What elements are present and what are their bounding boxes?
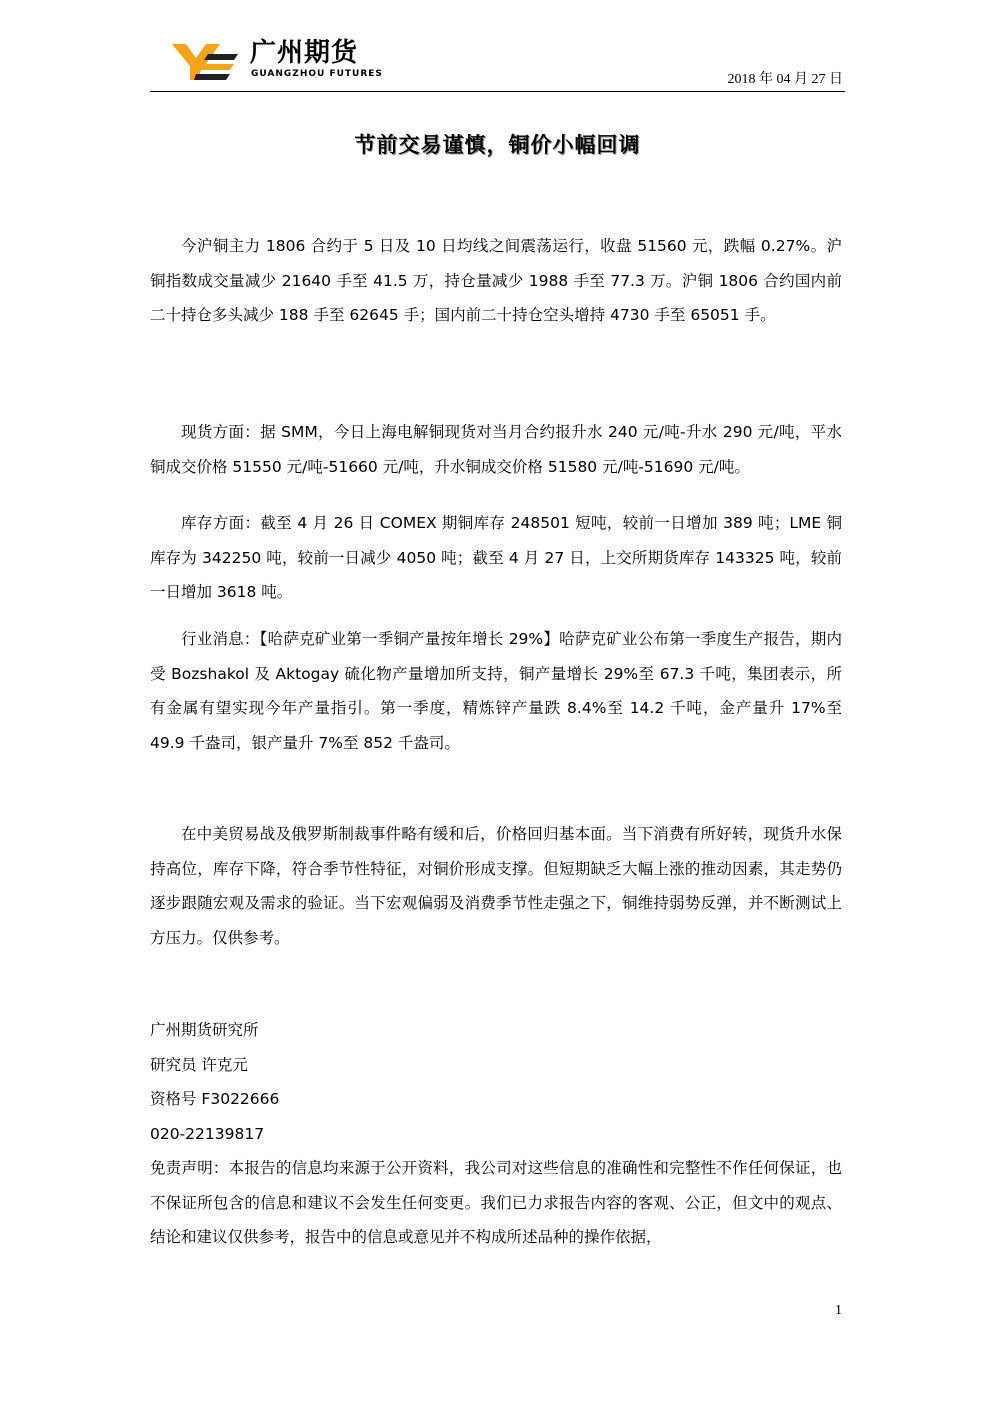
signature-block xyxy=(150,1013,842,1255)
brand-name-cn: 广州期货 xyxy=(250,38,359,68)
paragraph: 行业消息：【哈萨克矿业第一季铜产量按年增长 29%】哈萨克矿业公布第一季度生产报告，期内受 Bozshakol 及 Aktogay 硫化物产量增加所支持，铜产量增长 29%至 67.3 千吨，集团表示，所有金属有望实现今年产量指引。第一季度，精炼锌产量跌 8.4%至 14.2 千吨，金产量升 17%至 49.9 千盎司，银产量升 7%至 852 千盎司。 xyxy=(150,630,842,752)
page-number: 1 xyxy=(835,1303,842,1318)
brand-name-en: GUANGZHOU FUTURES xyxy=(251,69,383,79)
paragraph-industry-news xyxy=(150,622,842,760)
research-institute: 广州期货研究所 xyxy=(150,1021,259,1039)
paragraph: 今沪铜主力 1806 合约于 5 日及 10 日均线之间震荡运行，收盘 51560 元，跌幅 0.27%。沪铜指数成交量减少 21640 手至 41.5 万，持仓量减少 1988 手至 77.3 万。沪铜 1806 合约国内前二十持仓多头减少 188 手至 62645 手；国内前二十持仓空头增持 4730 手至 65051 手。 xyxy=(150,237,842,324)
paragraph: 在中美贸易战及俄罗斯制裁事件略有缓和后，价格回归基本面。当下消费有所好转，现货升水保持高位，库存下降，符合季节性特征，对铜价形成支撑。但短期缺乏大幅上涨的推动因素，其走势仍逐步跟随宏观及需求的验证。当下宏观偏弱及消费季节性走强之下，铜维持弱势反弹，并不断测试上方压力。仅供参考。 xyxy=(150,825,842,947)
company-logo xyxy=(172,38,392,84)
header-divider xyxy=(150,91,845,92)
paragraph-inventory xyxy=(150,506,842,610)
report-title: 节前交易谨慎，铜价小幅回调 xyxy=(354,133,641,157)
paragraph-spot xyxy=(150,415,842,484)
paragraph-outlook xyxy=(150,817,842,955)
disclaimer: 免责声明：本报告的信息均来源于公开资料，我公司对这些信息的准确性和完整性不作任何保证，也不保证所包含的信息和建议不会发生任何变更。我们已力求报告内容的客观、公正，但文中的观点、结论和建议仅供参考，报告中的信息或意见并不构成所述品种的操作依据， xyxy=(150,1159,842,1246)
researcher-name: 研究员 许克元 xyxy=(150,1055,248,1074)
paragraph: 现货方面：据 SMM，今日上海电解铜现货对当月合约报升水 240 元/吨-升水 290 元/吨，平水铜成交价格 51550 元/吨-51660 元/吨，升水铜成交价格 51580 元/吨-51690 元/吨。 xyxy=(150,423,842,476)
paragraph: 库存方面：截至 4 月 26 日 COMEX 期铜库存 248501 短吨，较前一日增加 389 吨；LME 铜库存为 342250 吨，较前一日减少 4050 吨；截至 4 月 27 日，上交所期货库存 143325 吨，较前一日增加 3618 吨。 xyxy=(150,514,842,601)
guangzhou-futures-logo-icon xyxy=(172,40,240,80)
qualification-number: 资格号 F3022666 xyxy=(150,1090,280,1108)
contact-phone: 020-22139817 xyxy=(150,1124,265,1143)
report-date: 2018 年 04 月 27 日 xyxy=(727,72,843,87)
page-header xyxy=(150,38,845,94)
paragraph-market xyxy=(150,229,842,333)
